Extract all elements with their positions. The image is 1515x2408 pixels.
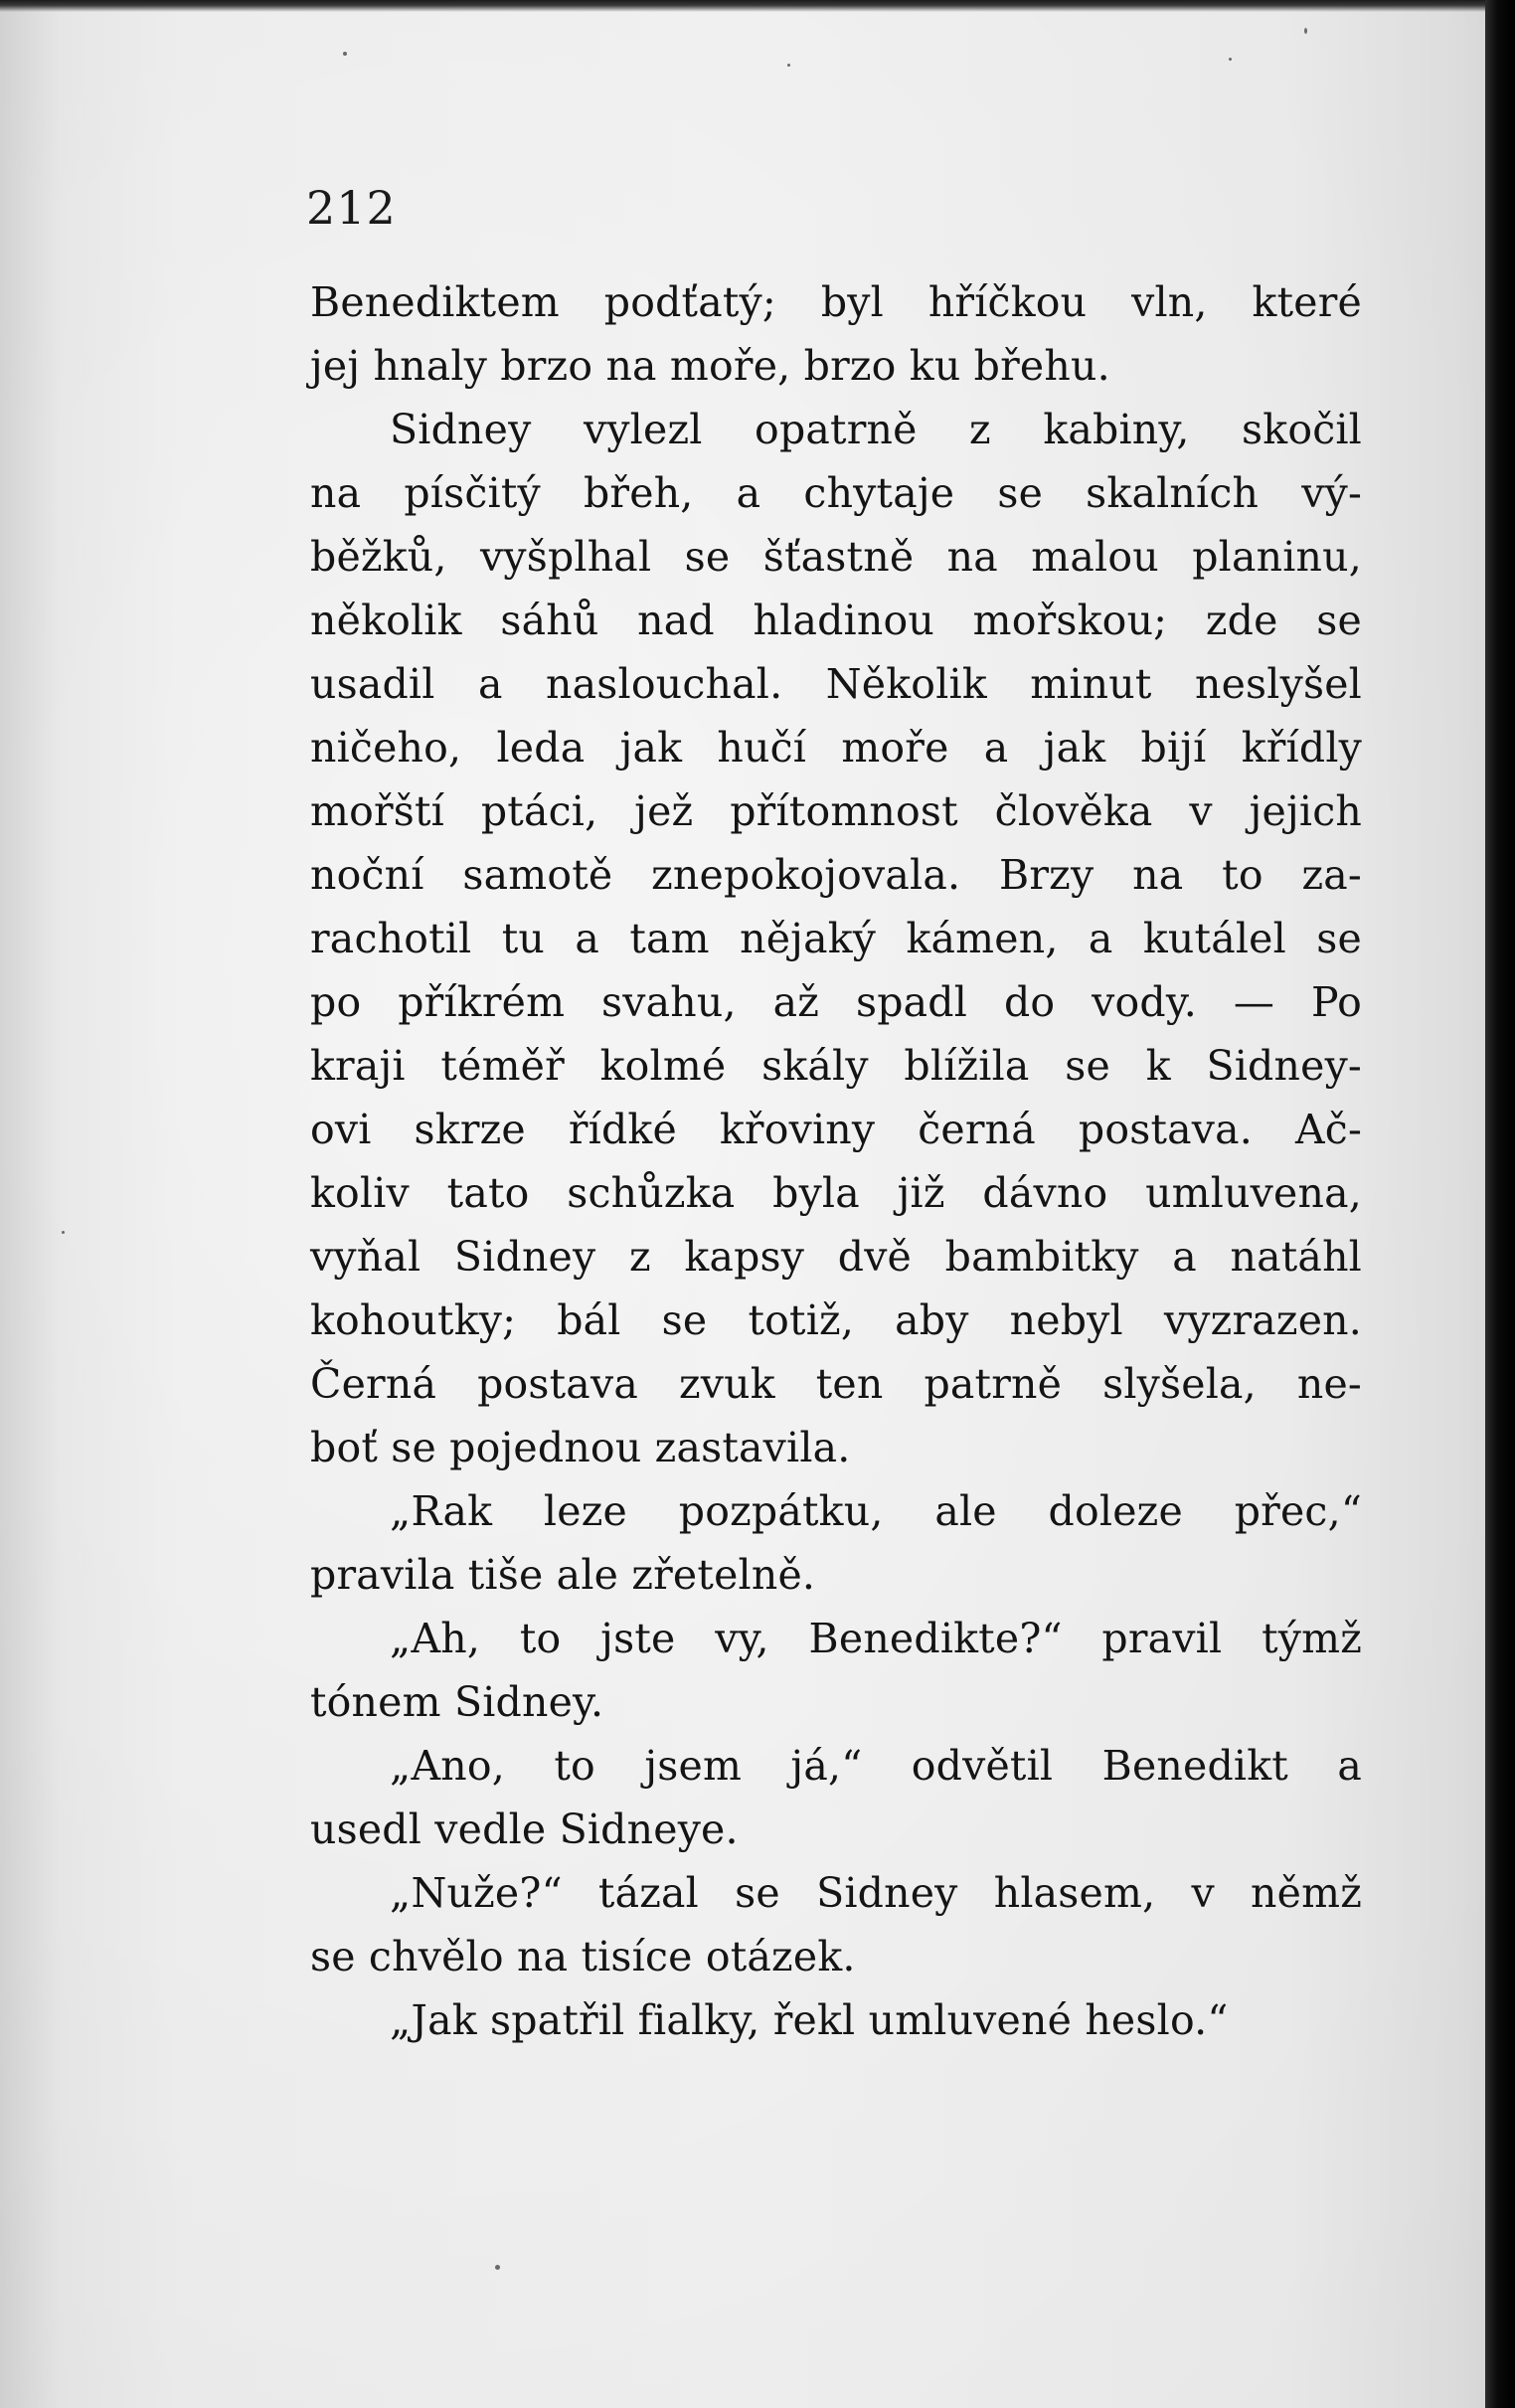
paper-speck	[1304, 28, 1307, 34]
text-line: koliv tato schůzka byla již dávno umluvena,	[310, 1169, 1362, 1217]
text-line: usadil a naslouchal. Několik minut neslyšel	[310, 660, 1362, 708]
page-right-edge	[1485, 0, 1515, 2408]
text-line: „Ano, to jsem já,“ odvětil Benedikt a	[390, 1742, 1362, 1790]
text-line: vyňal Sidney z kapsy dvě bambitky a natáhl	[310, 1233, 1362, 1281]
text-line: ničeho, leda jak hučí moře a jak bijí křídly	[310, 724, 1362, 772]
text-line: boť se pojednou zastavila.	[310, 1424, 851, 1471]
text-line: noční samotě znepokojovala. Brzy na to za-	[310, 851, 1362, 899]
text-line: Benediktem podťatý; byl hříčkou vln, které	[310, 278, 1362, 326]
text-line: „Rak leze pozpátku, ale doleze přec,“	[390, 1487, 1362, 1535]
text-line: „Ah, to jste vy, Benedikte?“ pravil týmž	[390, 1615, 1362, 1662]
text-line: rachotil tu a tam nějaký kámen, a kutálel se	[310, 915, 1362, 962]
text-line: Černá postava zvuk ten patrně slyšela, ne-	[310, 1360, 1362, 1408]
paper-speck	[495, 2265, 500, 2270]
text-line: jej hnaly brzo na moře, brzo ku břehu.	[310, 342, 1110, 390]
text-line: běžků, vyšplhal se šťastně na malou planinu,	[310, 533, 1362, 581]
text-line: se chvělo na tisíce otázek.	[310, 1933, 856, 1980]
text-line: po příkrém svahu, až spadl do vody. — Po	[310, 978, 1362, 1026]
text-line: „Jak spatřil fialky, řekl umluvené heslo.“	[390, 1996, 1229, 2044]
paper-speck	[1229, 58, 1232, 61]
text-line: ovi skrze řídké křoviny černá postava. Ač-	[310, 1106, 1362, 1153]
page-number: 212	[306, 181, 397, 235]
text-line: na písčitý břeh, a chytaje se skalních vý-	[310, 469, 1362, 517]
text-line: pravila tiše ale zřetelně.	[310, 1551, 816, 1599]
text-line: mořští ptáci, jež přítomnost člověka v jejich	[310, 787, 1362, 835]
paper-speck	[343, 52, 347, 56]
text-line: usedl vedle Sidneye.	[310, 1806, 739, 1853]
page-top-shadow	[0, 0, 1491, 12]
body-text	[310, 270, 1362, 2052]
text-line: několik sáhů nad hladinou mořskou; zde se	[310, 597, 1362, 644]
text-line: kohoutky; bál se totiž, aby nebyl vyzrazen.	[310, 1296, 1362, 1344]
text-line: tónem Sidney.	[310, 1678, 604, 1726]
paper-speck	[787, 64, 790, 67]
text-line: „Nuže?“ tázal se Sidney hlasem, v němž	[390, 1869, 1362, 1917]
text-line: Sidney vylezl opatrně z kabiny, skočil	[390, 406, 1362, 453]
text-line: kraji téměř kolmé skály blížila se k Sidney-	[310, 1042, 1362, 1090]
paper-speck	[62, 1231, 65, 1234]
